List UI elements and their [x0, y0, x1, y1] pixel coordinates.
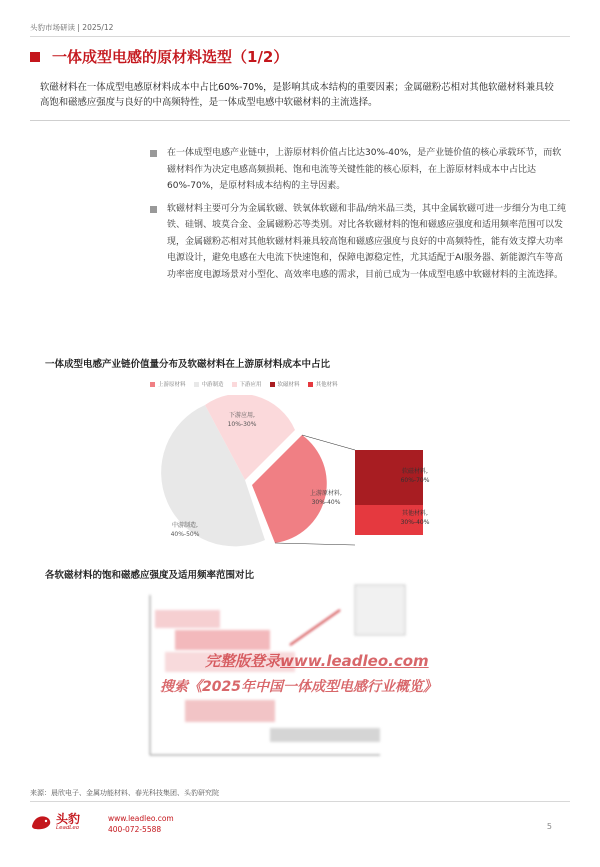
bullet-square-icon — [150, 206, 157, 213]
watermark-line1 — [205, 650, 429, 671]
header-text: 头豹市场研读 | 2025/12 — [30, 23, 114, 32]
region-block — [175, 630, 270, 650]
label-downstream-name: 下游应用, — [229, 412, 255, 419]
legend-swatch — [194, 382, 199, 387]
title-marker — [30, 52, 40, 62]
source-note: 来源：晨欣电子、金属功能材料、春光科技集团、头豹研究院 — [30, 789, 219, 797]
bullet-square-icon — [150, 150, 157, 157]
logo-cn: 头豹 — [56, 812, 81, 826]
label-other-value: 30%-40% — [400, 519, 430, 526]
bullet-item — [150, 145, 570, 195]
legend-item-soft — [270, 380, 300, 388]
legend-label: 其他材料 — [315, 382, 338, 388]
region-block — [155, 610, 220, 628]
legend-swatch — [270, 382, 275, 387]
bullet-item — [150, 201, 570, 284]
legend-item-other — [308, 380, 338, 388]
label-soft-name: 软磁材料, — [402, 468, 428, 475]
label-upstream-name: 上游原材料, — [310, 490, 342, 497]
legend-label: 下游应用 — [239, 382, 262, 388]
legend-item-downstream — [232, 380, 262, 388]
leopard-icon — [30, 812, 52, 832]
label-midstream-value: 40%-50% — [170, 531, 200, 538]
trend-arrow — [290, 610, 340, 645]
legend-label: 软磁材料 — [277, 382, 300, 388]
bullet-text: 在一体成型电感产业链中，上游原材料价值占比达30%-40%，是产业链价值的核心承载环节，而软磁材料作为决定电感高频损耗、饱和电流等关键性能的核心原料，在上游原材料成本中占比达60%-70%，是原材料成本结构的主导因素。 — [167, 148, 562, 191]
region-block — [270, 728, 380, 742]
legend-swatch — [232, 382, 237, 387]
header-divider — [30, 36, 570, 37]
legend-item-upstream — [150, 380, 186, 388]
legend-label: 上游原材料 — [158, 382, 186, 388]
watermark-line2: 搜索《2025年中国一体成型电感行业概览》 — [160, 679, 437, 695]
legend-label: 中游制造 — [201, 382, 224, 388]
bullet-text: 软磁材料主要可分为金属软磁、铁氧体软磁和非晶/纳米晶三类，其中金属软磁可进一步细分为电工纯铁、硅钢、坡莫合金、金属磁粉芯等类别。对比各软磁材料的饱和磁感应强度和适用频率范围可以发现，金属磁粉芯相对其他软磁材料兼具较高饱和磁感应强度与良好的中高频特性，能有效支撑大功率电源设计，避免电感在大电流下快速饱和，保障电源稳定性，尤其适配于AI服务器、新能源汽车等高功率密度电源场景对小型化、高效率电感的需求，目前已成为一体成型电感中软磁材料的主流选择。 — [167, 203, 567, 280]
footer-divider — [30, 801, 570, 802]
region-block — [185, 700, 275, 722]
page-number: 5 — [546, 822, 552, 831]
legend-swatch — [308, 382, 313, 387]
contact-info — [108, 813, 174, 835]
logo-en: LeadLeo — [56, 825, 80, 831]
logo-text — [56, 813, 80, 831]
chart2-title: 各软磁材料的饱和磁感应强度及适用频率范围对比 — [45, 570, 255, 581]
leadleo-logo — [30, 812, 80, 832]
connector-line — [275, 543, 355, 545]
watermark-prefix: 完整版登录 — [205, 652, 281, 670]
label-upstream-value: 30%-40% — [311, 499, 341, 506]
website-link[interactable]: www.leadleo.com — [108, 814, 174, 823]
note-box — [355, 585, 405, 635]
watermark-url[interactable]: www.leadleo.com — [280, 652, 429, 670]
phone-number: 400-072-5588 — [108, 825, 162, 834]
label-other-name: 其他材料, — [402, 510, 428, 517]
label-downstream-value: 10%-30% — [227, 421, 257, 428]
legend-swatch — [150, 382, 155, 387]
bullet-list — [150, 145, 570, 289]
page-title: 一体成型电感的原材料选型（1/2） — [52, 48, 289, 66]
intro-paragraph: 软磁材料在一体成型电感原材料成本中占比60%-70%，是影响其成本结构的重要因素；金属磁粉芯相对其他软磁材料兼具较高饱和磁感应强度与良好的中高频特性，是一体成型电感中软磁材料的主流选择。 — [40, 82, 554, 108]
page-title-row — [30, 46, 288, 67]
chart1-legend — [150, 380, 346, 388]
chart1-pie — [130, 395, 460, 555]
label-midstream-name: 中游制造, — [172, 522, 198, 529]
intro-divider — [30, 120, 570, 121]
label-soft-value: 60%-70% — [400, 477, 430, 484]
chart1-title: 一体成型电感产业链价值量分布及软磁材料在上游原材料成本中占比 — [45, 359, 331, 370]
legend-item-midstream — [194, 380, 224, 388]
